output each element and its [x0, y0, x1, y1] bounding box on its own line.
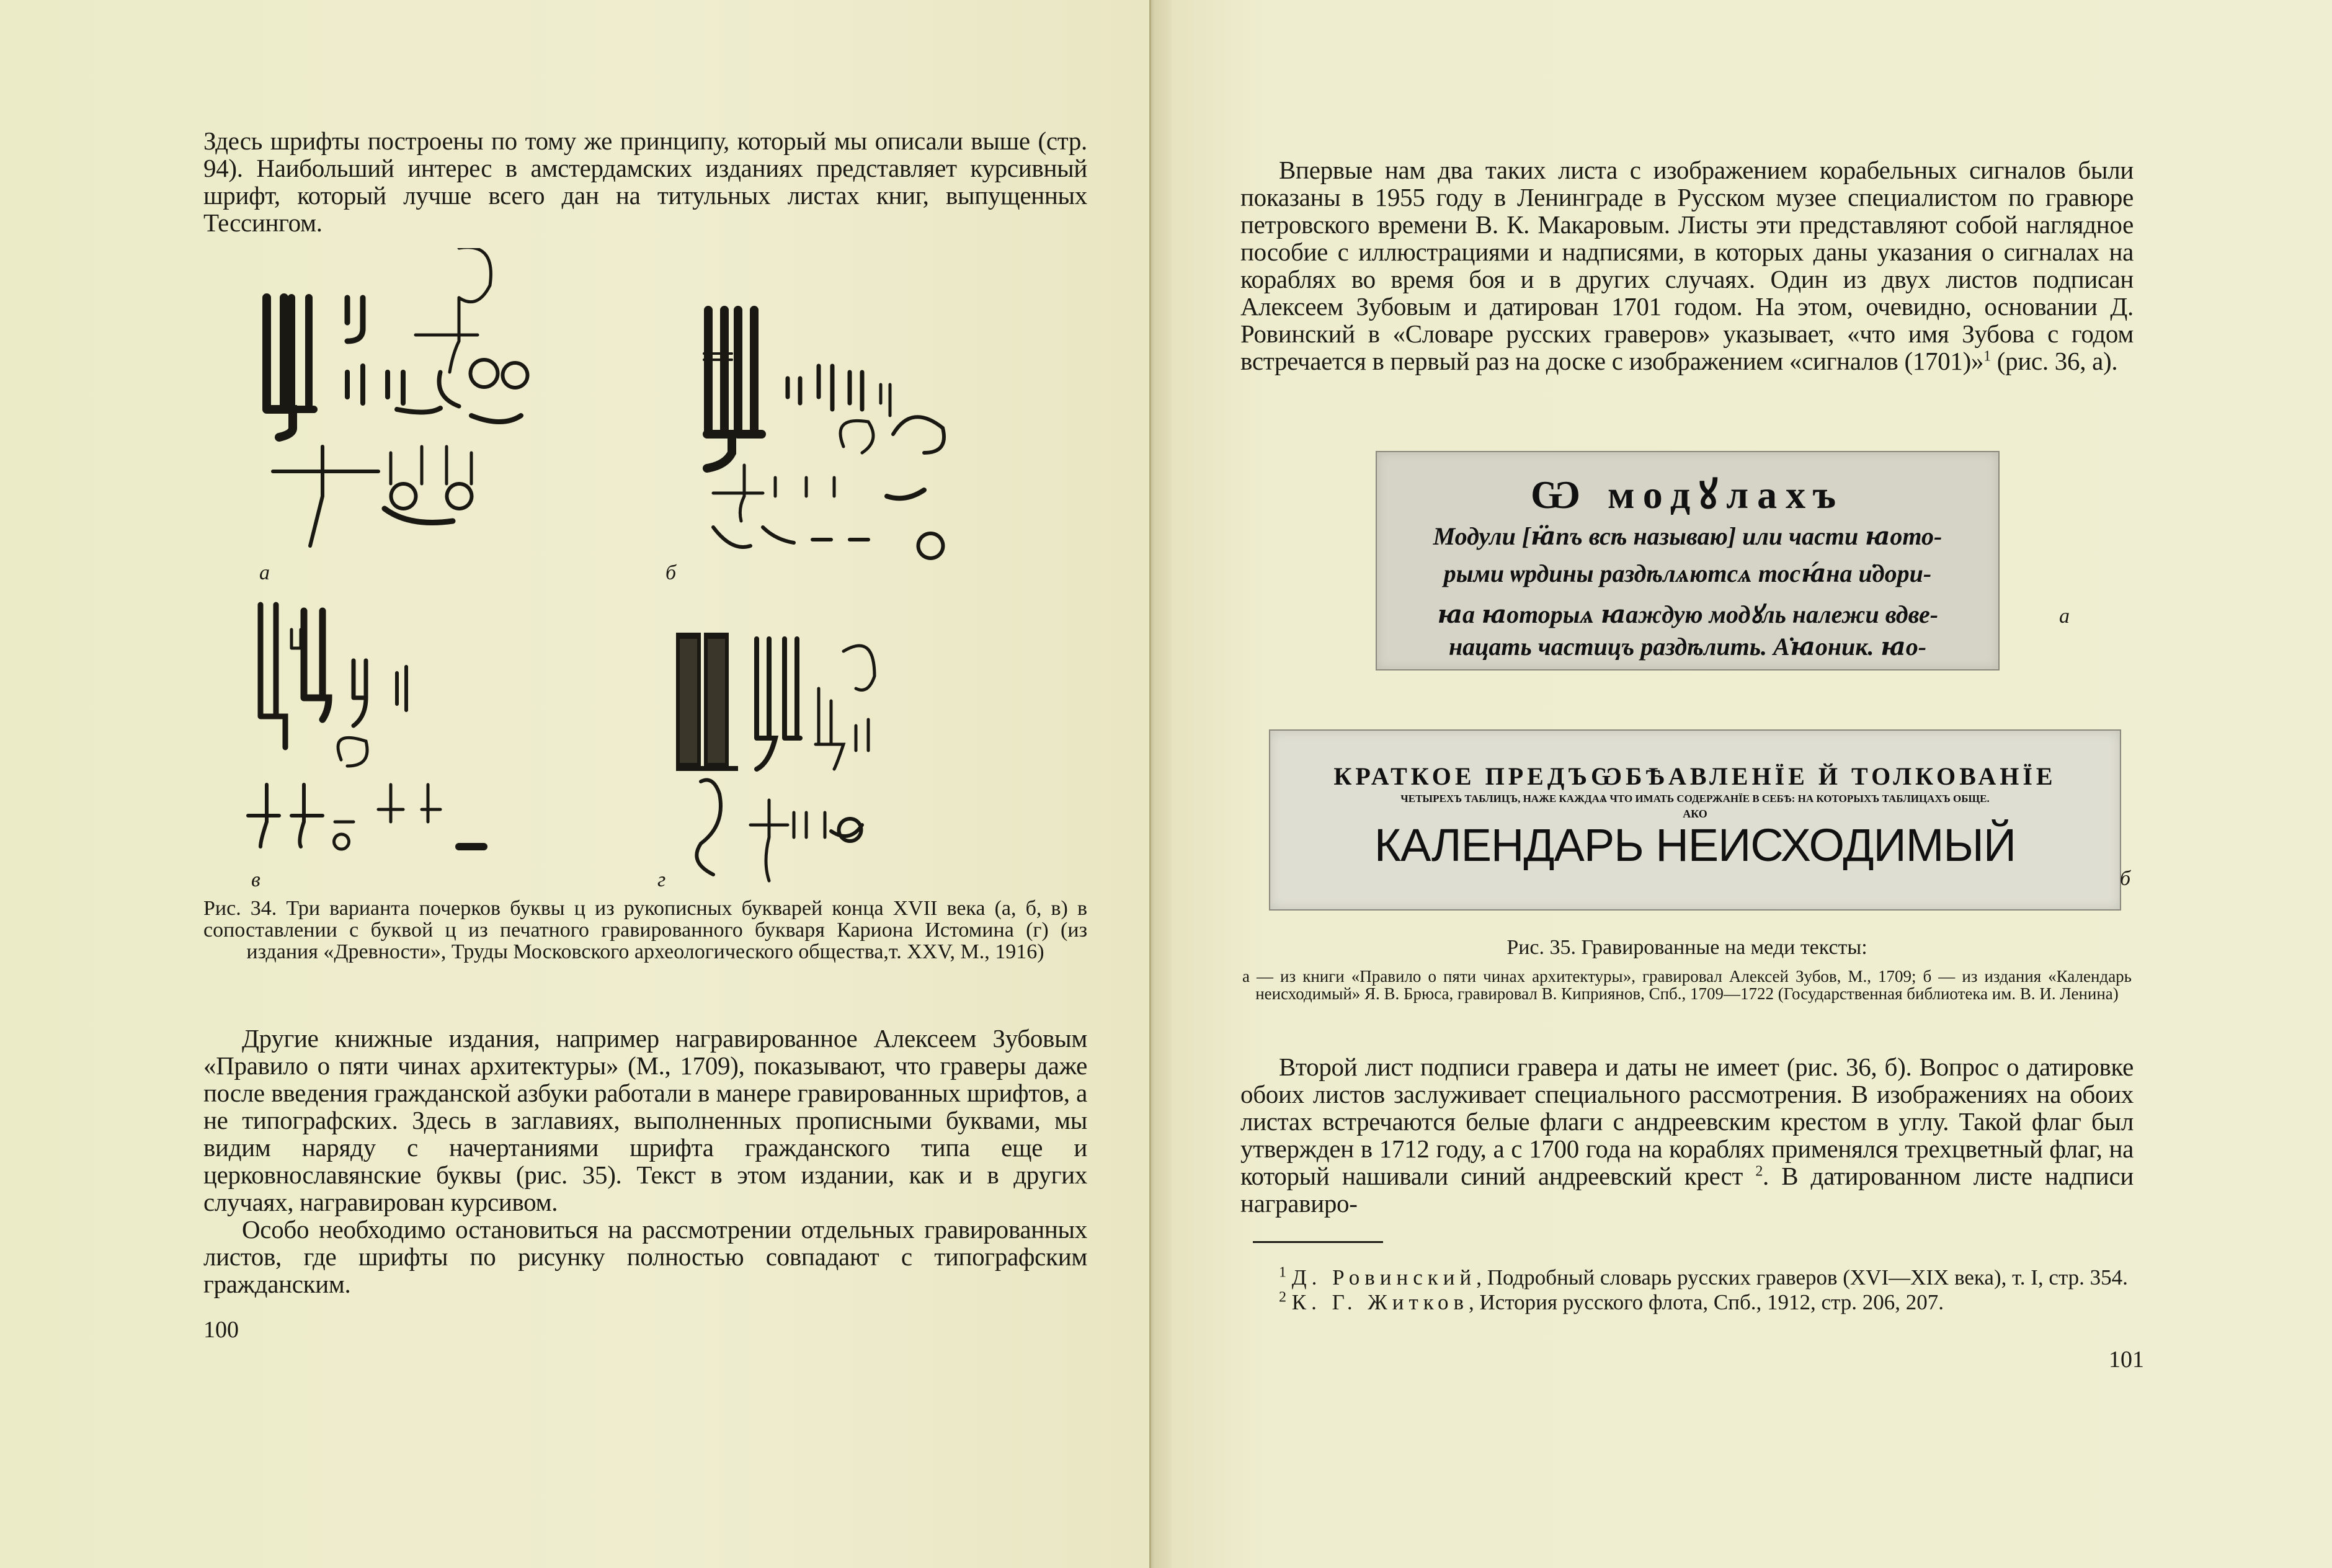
paragraph-zubov: Другие книжные издания, например награвированное Алексеем Зубовым «Правило о пяти чинах архитектуры» (М., 1709), показывают, что граверы даже после введения гражданской азбуки работали в манере гравированных шрифтов, а не типографских. Здесь в заглавиях, выполненных прописными буквами, мы видим наряду с начертаниями шрифта гражданского типа еще и церковнославянские буквы (рис. 35). Текст в этом издании, как и в других случаях, награвирован курсивом. — [203, 1024, 1087, 1216]
panel-label-g: г — [657, 868, 666, 891]
footnote-1: $^1$ Д. Ровинский, Подробный словарь русских граверов (XVI—XIX века), т. I, стр. 354. — [1279, 1264, 2128, 1290]
footnote-divider — [1253, 1241, 1383, 1243]
panel-label-a: а — [259, 561, 270, 584]
page-number-right: 101 — [2109, 1347, 2144, 1373]
panel-label-b: б — [665, 561, 677, 584]
footnote-2: $^2$ К. Г. Житков, История русского флота, Спб., 1912, стр. 206, 207. — [1279, 1289, 1944, 1314]
plate-label-a: а — [2059, 605, 2070, 628]
figure-34-caption: Рис. 34. Три варианта почерков буквы ц из рукописных букварей конца XVII века (а, б, в) в сопоставлении с буквой ц из печатного гравированного букваря Кариона Истомина (г) (из издания «Древности», Труды Московского археологического общества,т. XXV, М., 1916) — [203, 897, 1087, 963]
figure-34-panel-a — [254, 248, 614, 558]
panel-label-v: в — [251, 868, 260, 891]
figure-34-panel-c — [242, 599, 614, 865]
figure-35-caption-title: Рис. 35. Гравированные на меди тексты: — [1506, 936, 1867, 959]
plate-b-engraving: КРАТКОЕ ПРЕДЪѠБѢАВЛЕНЇЕ Й ТОЛКОВАНЇЕ ЧЕТЫРЕХЪ ТАБЛИЦЪ, НАЖЕ КАЖДАѦ ЧТО ИМАТЬ СОДЕРЖАНЇЕ В СЕБѢ: НА КОТОРЫХЪ ТАБЛИЦАХЪ ОБЩЕ. АКО КАЛЕНДАРЬ НЕИСХОДИМЫЙ — [1269, 729, 2121, 911]
cursive-tse-variants-icon — [254, 248, 614, 558]
footnotes — [1240, 1265, 2134, 1315]
handwritten-tse-variants-icon — [242, 599, 614, 865]
book-gutter — [1150, 0, 1172, 1568]
left-body-text — [203, 1025, 1087, 1298]
plate-a-engraving: Ѡ модꙋлахъ Модули [ꙗ̈пъ всѣ называю] или части ꙗото- рыми ѡрдины раздѣлѧютсѧ тосꙗ́на и̇дори- ꙗа ꙗоторыѧ ꙗаждую модꙋль належи вдве- нацать частицъ раздѣлить. А̇ꙗоник. ꙗо- — [1376, 451, 2000, 670]
paragraph-engraved-sheets: Особо необходимо остановиться на рассмотрении отдельных гравированных листов, где шрифты по рисунку полностью совпадают с типографским гражданским. — [203, 1215, 1087, 1298]
footnote-ref-1[interactable]: 1 — [1983, 348, 1991, 365]
left-intro-paragraph: Здесь шрифты построены по тому же принципу, который мы описали выше (стр. 94). Наибольший интерес в амстердамских изданиях представляет курсивный шрифт, который лучше всего дан на титульных листах книг, выпущенных Тессингом. — [203, 127, 1087, 237]
figure-34-panel-g — [676, 626, 1048, 887]
figure-35-caption-body: а — из книги «Правило о пяти чинах архитектуры», гравировал Алексей Зубов, М., 1709; б — из издания «Календарь неисходимый» Я. В. Брюса, гравировал В. Киприянов, Спб., 1709—1722 (Государственная библиотека им. В. И. Ленина) — [1242, 967, 2132, 1003]
right-paragraph-1: Впервые нам два таких листа с изображением корабельных сигналов были показаны в 1955 году в Ленинграде в Русском музее специалистом по гравюре петровского времени В. К. Макаровым. Листы эти представляют собой наглядное пособие с иллюстрациями и надписями, в которых даны указания о сигналах на кораблях во время боя и в других случаях. Один из двух листов подписан Алексеем Зубовым и датирован 1701 годом. На этом, очевидно, основании Д. Ровинский в «Словаре русских граверов» указывает, «что имя Зубова с годом встречается в первый раз на доске с изображением «сигналов (1701)»$^1$ (рис. 36, а). — [1240, 156, 2134, 375]
figure-34-panel-b — [695, 292, 1054, 571]
footnote-ref-2[interactable]: 2 — [1755, 1163, 1763, 1180]
engraved-tse-ornamental-icon — [676, 626, 1048, 887]
right-paragraph-2: Второй лист подписи гравера и даты не имеет (рис. 36, б). Вопрос о датировке обоих листов заслуживает специального рассмотрения. В изображениях на обоих листах встречаются белые флаги с андреевским крестом в углу. Такой флаг был утвержден в 1712 году, а с 1700 года на кораблях применялся трехцветный флаг, на который нашивали синий андреевский крест $^2$. В датированном листе надписи награвиро- — [1240, 1053, 2134, 1218]
gutter-shadow — [1149, 0, 1151, 1568]
page-number-left: 100 — [203, 1317, 239, 1343]
calligraphic-tse-variants-icon — [695, 292, 1054, 571]
plate-label-b: б — [2120, 867, 2131, 890]
